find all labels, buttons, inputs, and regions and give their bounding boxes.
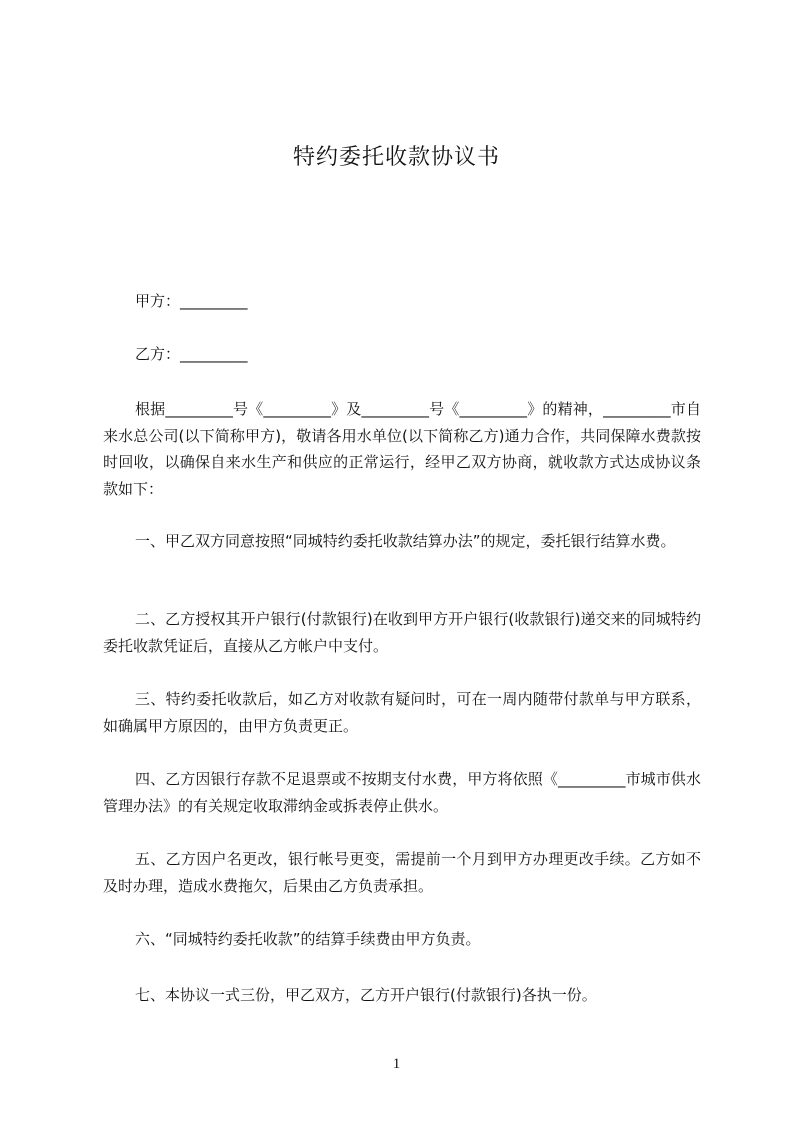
party-b-line: 乙方：_________	[135, 345, 248, 363]
party-a-line: 甲方：_________	[135, 292, 248, 310]
document-title: 特约委托收款协议书	[292, 145, 500, 170]
clause-6-paragraph: 六、“同城特约委托收款”的结算手续费由甲方负责。	[135, 930, 481, 948]
clause-1-paragraph: 一、甲乙双方同意按照“同城特约委托收款结算办法”的规定，委托银行结算水费。	[135, 532, 676, 550]
clause-3-paragraph: 三、特约委托收款后，如乙方对收款有疑问时，可在一周内随带付款单与甲方联系，如确属甲方原因的，由甲方负责更正。	[103, 690, 701, 735]
clause-2-paragraph: 二、乙方授权其开户银行(付款银行)在收到甲方开户银行(收款银行)递交来的同城特约委托收款凭证后，直接从乙方帐户中支付。	[103, 610, 701, 655]
clause-4-paragraph: 四、乙方因银行存款不足退票或不按期支付水费，甲方将依照《_________市城市供水管理办法》的有关规定收取滞纳金或拆表停止供水。	[103, 770, 701, 815]
preamble-paragraph: 根据_________号《_________》及_________号《_________》的精神，_________市自来水总公司(以下简称甲方)，敬请各用水单位(以下简称乙方)通力合作，共同保障水费款按时回收，以确保自来水生产和供应的正常运行，经甲乙双方协商，就收款方式达成协议条款如下：	[103, 400, 701, 498]
clause-5-paragraph: 五、乙方因户名更改，银行帐号更变，需提前一个月到甲方办理更改手续。乙方如不及时办理，造成水费拖欠，后果由乙方负责承担。	[103, 850, 701, 895]
page-number: 1	[392, 1056, 401, 1072]
clause-7-paragraph: 七、本协议一式三份，甲乙双方，乙方开户银行(付款银行)各执一份。	[135, 986, 597, 1004]
